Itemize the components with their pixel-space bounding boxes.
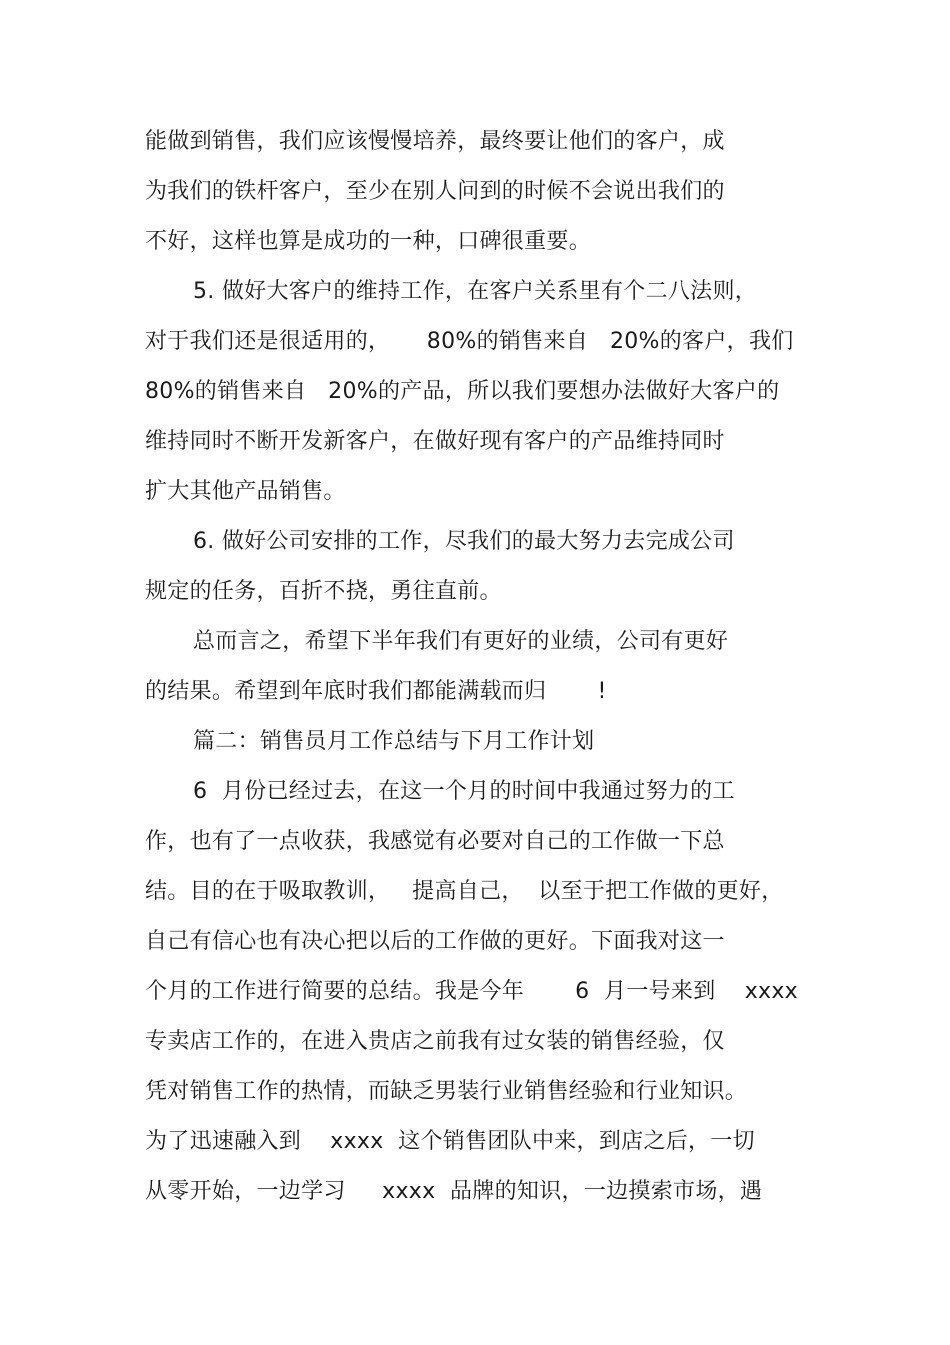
text-line: 从零开始，一边学习 xxxx 品牌的知识，一边摸索市场，遇	[145, 1179, 763, 1204]
text-line: 为我们的铁杆客户，至少在别人问到的时候不会说出我们的	[145, 179, 725, 204]
text-line: 6. 做好公司安排的工作，尽我们的最大努力去完成公司	[193, 529, 735, 554]
text-line: 为了迅速融入到 xxxx 这个销售团队中来，到店之后，一切	[145, 1129, 755, 1154]
text-line: 总而言之，希望下半年我们有更好的业绩，公司有更好	[193, 629, 729, 654]
text-line: 结。目的在于吸取教训， 提高自己， 以至于把工作做的更好，	[145, 879, 784, 904]
text-line: 能做到销售，我们应该慢慢培养，最终要让他们的客户，成	[145, 129, 725, 154]
text-line: 的结果。希望到年底时我们都能满载而归 !	[145, 679, 607, 704]
text-line: 规定的任务，百折不挠，勇往直前。	[145, 579, 502, 604]
text-line: 不好，这样也算是成功的一种，口碑很重要。	[145, 229, 592, 254]
text-line: 80%的销售来自 20%的产品，所以我们要想办法做好大客户的	[145, 379, 780, 404]
text-line: 专卖店工作的，在进入贵店之前我有过女装的销售经验，仅	[145, 1029, 725, 1054]
text-line: 个月的工作进行简要的总结。我是今年 6 月一号来到 xxxx	[145, 979, 798, 1004]
text-line: 扩大其他产品销售。	[145, 479, 346, 504]
text-line: 自己有信心也有决心把以后的工作做的更好。下面我对这一	[145, 929, 725, 954]
section-heading: 篇二：销售员月工作总结与下月工作计划	[193, 729, 595, 754]
text-line: 6 月份已经过去，在这一个月的时间中我通过努力的工	[193, 779, 735, 804]
text-line: 对于我们还是很适用的， 80%的销售来自 20%的客户，我们	[145, 329, 794, 354]
text-line: 维持同时不断开发新客户，在做好现有客户的产品维持同时	[145, 429, 725, 454]
text-line: 作，也有了一点收获，我感觉有必要对自己的工作做一下总	[145, 829, 725, 854]
text-line: 5. 做好大客户的维持工作，在客户关系里有个二八法则，	[193, 279, 758, 304]
text-line: 凭对销售工作的热情，而缺乏男装行业销售经验和行业知识。	[145, 1079, 748, 1104]
